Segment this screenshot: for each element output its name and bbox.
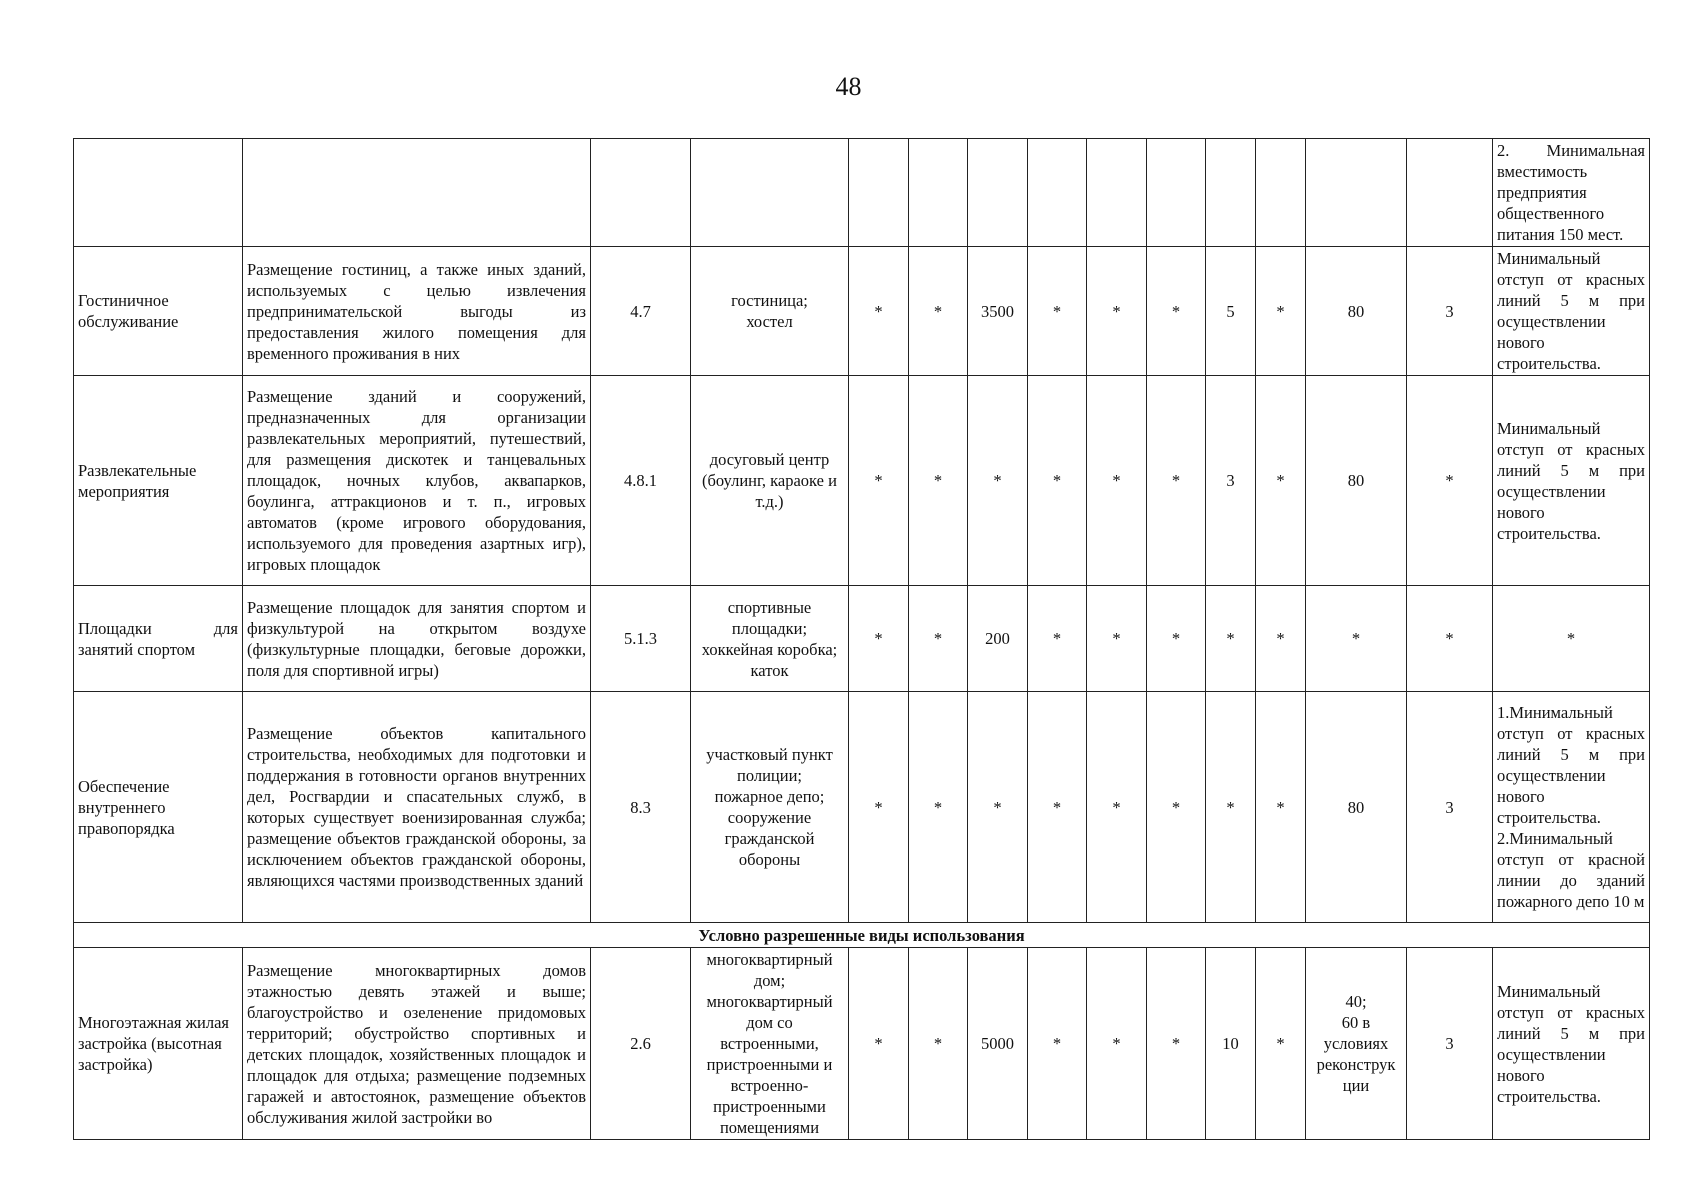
- section-header-row: [74, 923, 1650, 948]
- cell-param: *: [1147, 692, 1206, 923]
- cell-param: *: [968, 376, 1028, 586]
- cell-empty: [1407, 139, 1493, 247]
- cell-param: *: [849, 948, 909, 1140]
- cell-param: *: [1028, 948, 1087, 1140]
- cell-param: *: [1407, 586, 1493, 692]
- table-row: [74, 692, 1650, 923]
- cell-param: 5000: [968, 948, 1028, 1140]
- cell-empty: [243, 139, 591, 247]
- cell-param: *: [909, 247, 968, 376]
- cell-use-name: Развлекательные мероприятия: [74, 376, 243, 586]
- cell-objects: досуговый центр (боулинг, караоке и т.д.): [691, 376, 849, 586]
- cell-param: *: [1087, 692, 1147, 923]
- cell-note: Минимальный отступ от красных линий 5 м при осуществлении нового строительства.: [1493, 247, 1650, 376]
- cell-param: 3: [1206, 376, 1256, 586]
- cell-code: 4.8.1: [591, 376, 691, 586]
- cell-param: *: [1306, 586, 1407, 692]
- table-row: [74, 376, 1650, 586]
- cell-param: *: [1206, 692, 1256, 923]
- cell-use-name: Обеспечение внутреннего правопорядка: [74, 692, 243, 923]
- cell-code: 2.6: [591, 948, 691, 1140]
- cell-description: Размещение площадок для занятия спортом и физкультурой на открытом воздухе (физкультурные площадки, беговые дорожки, поля для спортивной игры): [243, 586, 591, 692]
- cell-objects: многоквартирный дом; многоквартирный дом со встроенными, пристроенными и встроенно-пристроенными помещениями: [691, 948, 849, 1140]
- cell-param: *: [1028, 376, 1087, 586]
- cell-param: 40; 60 в условиях реконструк ции: [1306, 948, 1407, 1140]
- cell-param: *: [909, 376, 968, 586]
- cell-description: Размещение зданий и сооружений, предназначенных для организации развлекательных мероприятий, путешествий, для размещения дискотек и танцевальных площадок, ночных клубов, аквапарков, боулинга, аттракционов и т. п., игровых автоматов (кроме игрового оборудования, используемого для проведения азартных игр), игровых площадок: [243, 376, 591, 586]
- cell-param: *: [849, 376, 909, 586]
- cell-note: 1.Минимальный отступ от красных линий 5 м при осуществлении нового строительства. 2.Минимальный отступ от красной линии до зданий пожарного депо 10 м: [1493, 692, 1650, 923]
- cell-param: 3: [1407, 692, 1493, 923]
- cell-param: 5: [1206, 247, 1256, 376]
- cell-param: *: [909, 586, 968, 692]
- cell-objects: гостиница; хостел: [691, 247, 849, 376]
- table-row: [74, 247, 1650, 376]
- cell-param: *: [1256, 948, 1306, 1140]
- cell-param: *: [968, 692, 1028, 923]
- cell-param: 80: [1306, 376, 1407, 586]
- cell-param: 80: [1306, 247, 1407, 376]
- cell-code: 4.7: [591, 247, 691, 376]
- table-row: [74, 948, 1650, 1140]
- cell-param: *: [909, 948, 968, 1140]
- cell-empty: [1028, 139, 1087, 247]
- cell-param: *: [1147, 376, 1206, 586]
- page-number: 48: [835, 72, 862, 101]
- cell-use-name: Площадки для занятий спортом: [74, 586, 243, 692]
- cell-param: 3: [1407, 948, 1493, 1140]
- cell-param: 3500: [968, 247, 1028, 376]
- cell-description: Размещение объектов капитального строительства, необходимых для подготовки и поддержания в готовности органов внутренних дел, Росгвардии и спасательных служб, в которых существует военизированная служба; размещение объектов гражданской обороны, за исключением объектов гражданской обороны, являющихся частями производственных зданий: [243, 692, 591, 923]
- cell-param: *: [1256, 247, 1306, 376]
- cell-empty: [1206, 139, 1256, 247]
- cell-param: *: [1087, 586, 1147, 692]
- cell-param: *: [1147, 586, 1206, 692]
- table-row: [74, 586, 1650, 692]
- cell-param: *: [1206, 586, 1256, 692]
- cell-code: 5.1.3: [591, 586, 691, 692]
- cell-param: *: [1028, 586, 1087, 692]
- cell-empty: [1087, 139, 1147, 247]
- cell-param: *: [1256, 692, 1306, 923]
- cell-param: *: [849, 586, 909, 692]
- cell-param: *: [849, 247, 909, 376]
- cell-param: *: [1256, 586, 1306, 692]
- cell-param: *: [1087, 247, 1147, 376]
- cell-note: Минимальный отступ от красных линий 5 м при осуществлении нового строительства.: [1493, 948, 1650, 1140]
- cell-use-name: Гостиничное обслуживание: [74, 247, 243, 376]
- cell-description: Размещение гостиниц, а также иных зданий, используемых с целью извлечения предпринимательской выгоды из предоставления жилого помещения для временного проживания в них: [243, 247, 591, 376]
- cell-param: *: [1147, 948, 1206, 1140]
- cell-empty: [849, 139, 909, 247]
- cell-empty: [691, 139, 849, 247]
- cell-param: *: [1028, 692, 1087, 923]
- cell-param: 200: [968, 586, 1028, 692]
- cell-objects: участковый пункт полиции; пожарное депо; сооружение гражданской обороны: [691, 692, 849, 923]
- cell-param: *: [1028, 247, 1087, 376]
- cell-objects: спортивные площадки; хоккейная коробка; каток: [691, 586, 849, 692]
- cell-empty: [74, 139, 243, 247]
- cell-param: *: [1407, 376, 1493, 586]
- cell-param: 10: [1206, 948, 1256, 1140]
- cell-param: *: [1147, 247, 1206, 376]
- cell-param: *: [1087, 376, 1147, 586]
- table-row-continuation: [74, 139, 1650, 247]
- regulations-table: [73, 138, 1650, 1140]
- cell-param: *: [849, 692, 909, 923]
- cell-empty: [1256, 139, 1306, 247]
- cell-empty: [968, 139, 1028, 247]
- cell-code: 8.3: [591, 692, 691, 923]
- cell-description: Размещение многоквартирных домов этажностью девять этажей и выше; благоустройство и озеленение придомовых территорий; обустройство спортивных и детских площадок, хозяйственных площадок и площадок для отдыха; размещение подземных гаражей и автостоянок, размещение объектов обслуживания жилой застройки во: [243, 948, 591, 1140]
- cell-empty: [1306, 139, 1407, 247]
- section-title: Условно разрешенные виды использования: [74, 923, 1650, 948]
- cell-empty: [909, 139, 968, 247]
- cell-empty: [591, 139, 691, 247]
- cell-param: *: [1087, 948, 1147, 1140]
- cell-param: *: [1256, 376, 1306, 586]
- cell-note: *: [1493, 586, 1650, 692]
- cell-note: Минимальный отступ от красных линий 5 м при осуществлении нового строительства.: [1493, 376, 1650, 586]
- cell-param: 3: [1407, 247, 1493, 376]
- cell-use-name: Многоэтажная жилая застройка (высотная застройка): [74, 948, 243, 1140]
- cell-empty: [1147, 139, 1206, 247]
- cell-note: 2. Минимальная вместимость предприятия общественного питания 150 мест.: [1493, 139, 1650, 247]
- cell-param: *: [909, 692, 968, 923]
- cell-param: 80: [1306, 692, 1407, 923]
